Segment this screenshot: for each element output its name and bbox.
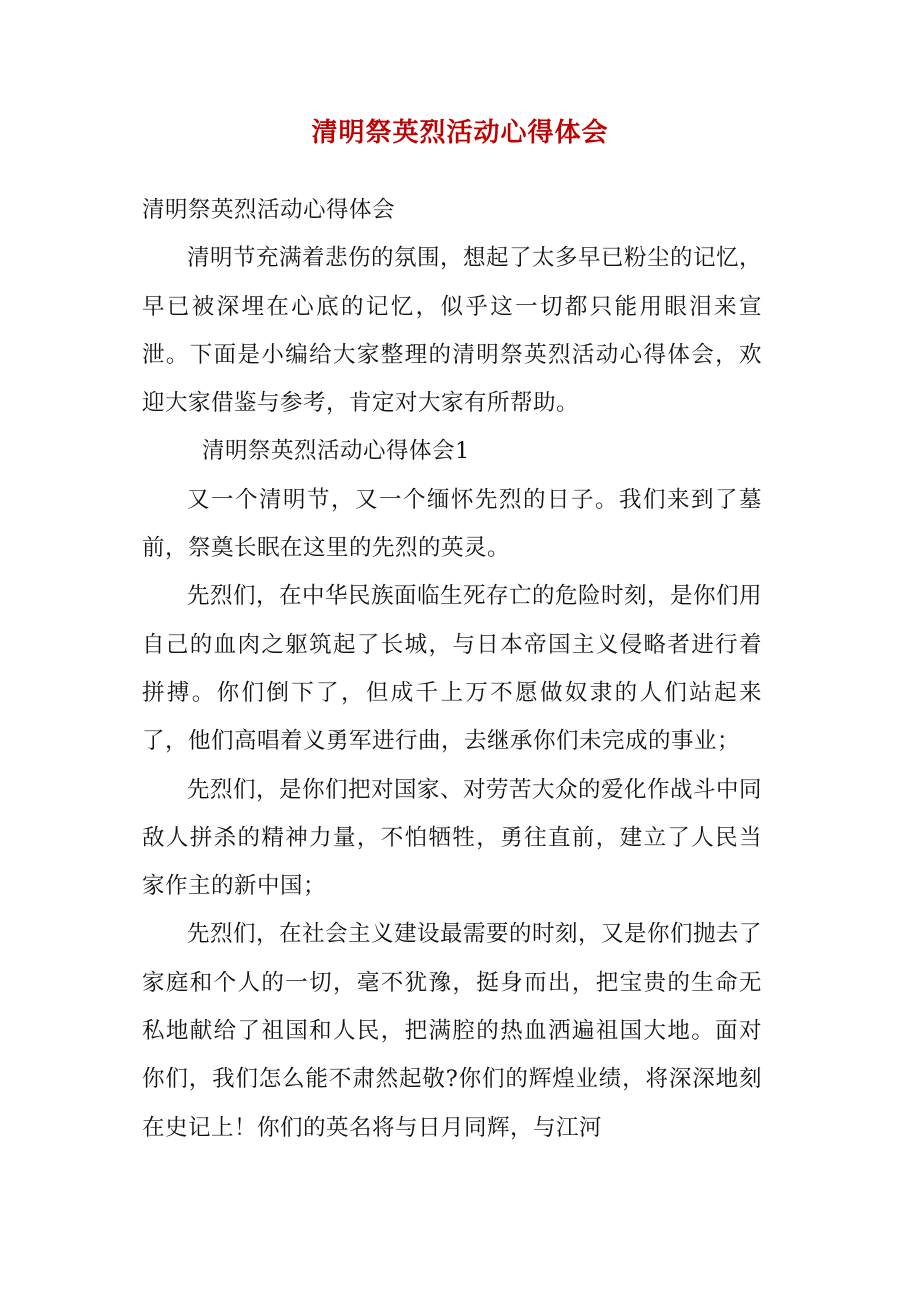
body-paragraph: 先烈们，是你们把对国家、对劳苦大众的爱化作战斗中同敌人拼杀的精神力量，不怕牺牲，勇往直前，建立了人民当家作主的新中国； — [142, 776, 763, 900]
body-paragraph: 又一个清明节，又一个缅怀先烈的日子。我们来到了墓前，祭奠长眠在这里的先烈的英灵。 — [142, 486, 762, 562]
document-title: 清明祭英烈活动心得体会 — [311, 118, 609, 148]
body-paragraph: 先烈们，在中华民族面临生死存亡的危险时刻，是你们用自己的血肉之躯筑起了长城，与日本帝国主义侵略者进行着拼搏。你们倒下了，但成千上万不愿做奴隶的人们站起来了，他们高唱着义勇军进行曲，去继承你们未完成的事业； — [142, 583, 763, 755]
intro-paragraph: 清明节充满着悲伤的氛围，想起了太多早已粉尘的记忆，早已被深埋在心底的记忆，似乎这一切都只能用眼泪来宣泄。下面是小编给大家整理的清明祭英烈活动心得体会，欢迎大家借鉴与参考，肯定对大家有所帮助。 — [142, 245, 763, 417]
document-subtitle: 清明祭英烈活动心得体会 — [142, 197, 396, 223]
section-heading: 清明祭英烈活动心得体会1 — [202, 438, 470, 465]
body-paragraph: 先烈们，在社会主义建设最需要的时刻，又是你们抛去了家庭和个人的一切，毫不犹豫，挺身而出，把宝贵的生命无私地献给了祖国和人民，把满腔的热血洒遍祖国大地。面对你们，我们怎么能不肃然起敬?你们的辉煌业绩，将深深地刻在史记上！你们的英名将与日月同辉，与江河 — [142, 921, 763, 1141]
document-body — [142, 186, 762, 1152]
